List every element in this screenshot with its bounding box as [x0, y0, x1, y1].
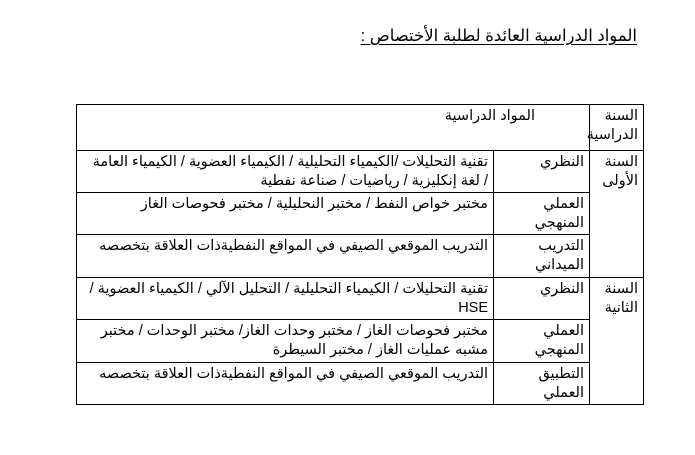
subjects-cell: مختبر خواص النفط / مختبر النحليلية / مختبر فحوصات الغاز	[77, 193, 494, 235]
subjects-main-text: تقنية التحليلات / الكيمياء التحليلية / التحليل الآلي / الكيمياء العضوية /	[89, 281, 489, 297]
type-cell: التطبيق العملي	[494, 363, 590, 405]
table-row	[77, 363, 644, 405]
year-cell-second: السنة الثانية	[590, 278, 644, 405]
hse-label: HSE	[458, 300, 489, 316]
subjects-cell: مختبر فحوصات الغاز / مختبر وحدات الغاز/ مختبر الوحدات / مختبر مشبه عمليات الغاز / مختبر السيطرة	[77, 320, 494, 363]
page-title-text: المواد الدراسية العائدة لطلبة الأختصاص :	[360, 27, 637, 45]
header-year-cell: السنة الدراسية	[590, 105, 644, 151]
table-row	[77, 193, 644, 235]
type-cell: العملي المنهجي	[494, 320, 590, 363]
subjects-cell	[77, 278, 494, 320]
type-cell: النظري	[494, 278, 590, 320]
courses-table	[76, 104, 644, 405]
header-subjects-cell: المواد الدراسية	[77, 105, 590, 151]
type-cell: التدريب الميداني	[494, 235, 590, 278]
subjects-cell: التدريب الموقعي الصيفي في المواقع النفطيةذات العلاقة بتخصصه	[77, 363, 494, 405]
page-title	[361, 26, 637, 46]
type-cell: العملي المنهجي	[494, 193, 590, 235]
table-row	[77, 151, 644, 193]
table-row	[77, 235, 644, 278]
type-cell: النظري	[494, 151, 590, 193]
table-header-row	[77, 105, 644, 151]
year-cell-first: السنة الأولى	[590, 151, 644, 278]
table-row	[77, 320, 644, 363]
subjects-cell: التدريب الموقعي الصيفي في المواقع النفطيةذات العلاقة بتخصصه	[77, 235, 494, 278]
subjects-cell: تقنية التحليلات /الكيمياء التحليلية / الكيمياء العضوية / الكيمياء العامة / لغة إنكليزية / رياضيات / صناعة نفطية	[77, 151, 494, 193]
table-row	[77, 278, 644, 320]
